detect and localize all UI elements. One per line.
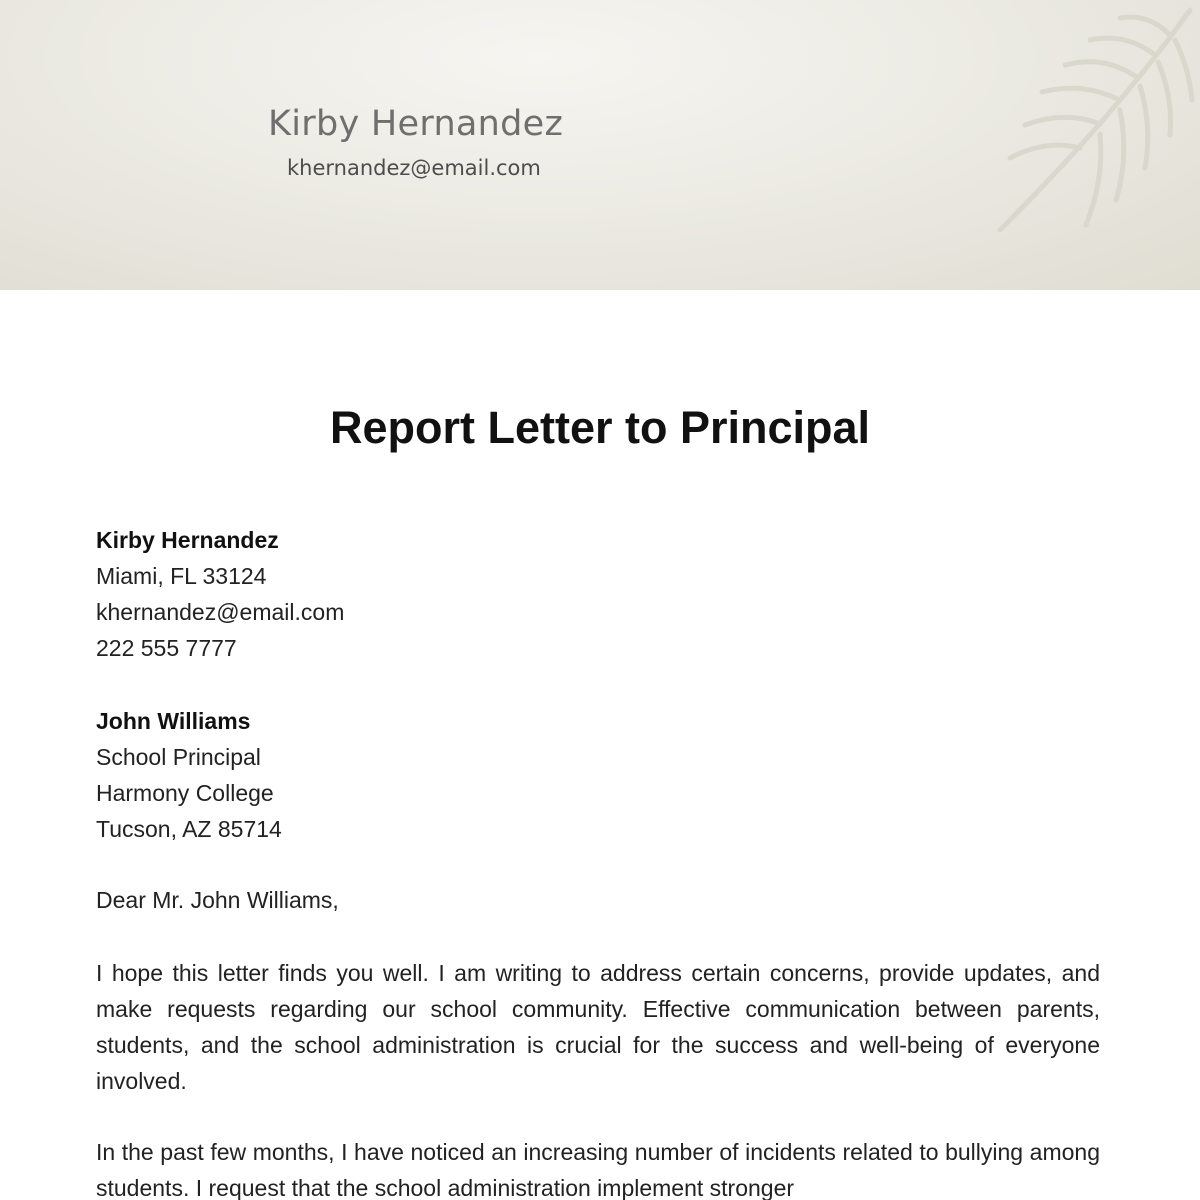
sender-phone: 222 555 7777 bbox=[96, 635, 237, 661]
recipient-address: Tucson, AZ 85714 bbox=[96, 816, 282, 842]
recipient-school: Harmony College bbox=[96, 780, 274, 806]
recipient-position: School Principal bbox=[96, 744, 261, 770]
sender-address: Miami, FL 33124 bbox=[96, 563, 267, 589]
paragraph-bullying: In the past few months, I have noticed an increasing number of incidents related to bullying among students. I request that the school administration implement stronger bbox=[96, 1139, 1100, 1200]
salutation bbox=[96, 882, 1100, 918]
header-name: Kirby Hernandez bbox=[268, 104, 564, 144]
palm-leaf-decoration-icon bbox=[940, 0, 1200, 290]
document-title: Report Letter to Principal bbox=[329, 402, 871, 453]
sender-email: khernandez@email.com bbox=[96, 599, 345, 625]
salutation-text: Dear Mr. John Williams, bbox=[96, 887, 339, 913]
recipient-block bbox=[96, 703, 1100, 847]
paragraph-intro: I hope this letter finds you well. I am writing to address certain concerns, provide updates, and make requests regarding our school community. Effective communication between parents, students, and the school administration is crucial for the success and well-being of everyone involved. bbox=[96, 960, 1100, 1094]
header-banner bbox=[0, 0, 1200, 290]
sender-name: Kirby Hernandez bbox=[96, 527, 279, 553]
recipient-name: John Williams bbox=[96, 708, 251, 734]
header-email: khernandez@email.com bbox=[287, 156, 541, 180]
sender-block bbox=[96, 522, 1100, 666]
